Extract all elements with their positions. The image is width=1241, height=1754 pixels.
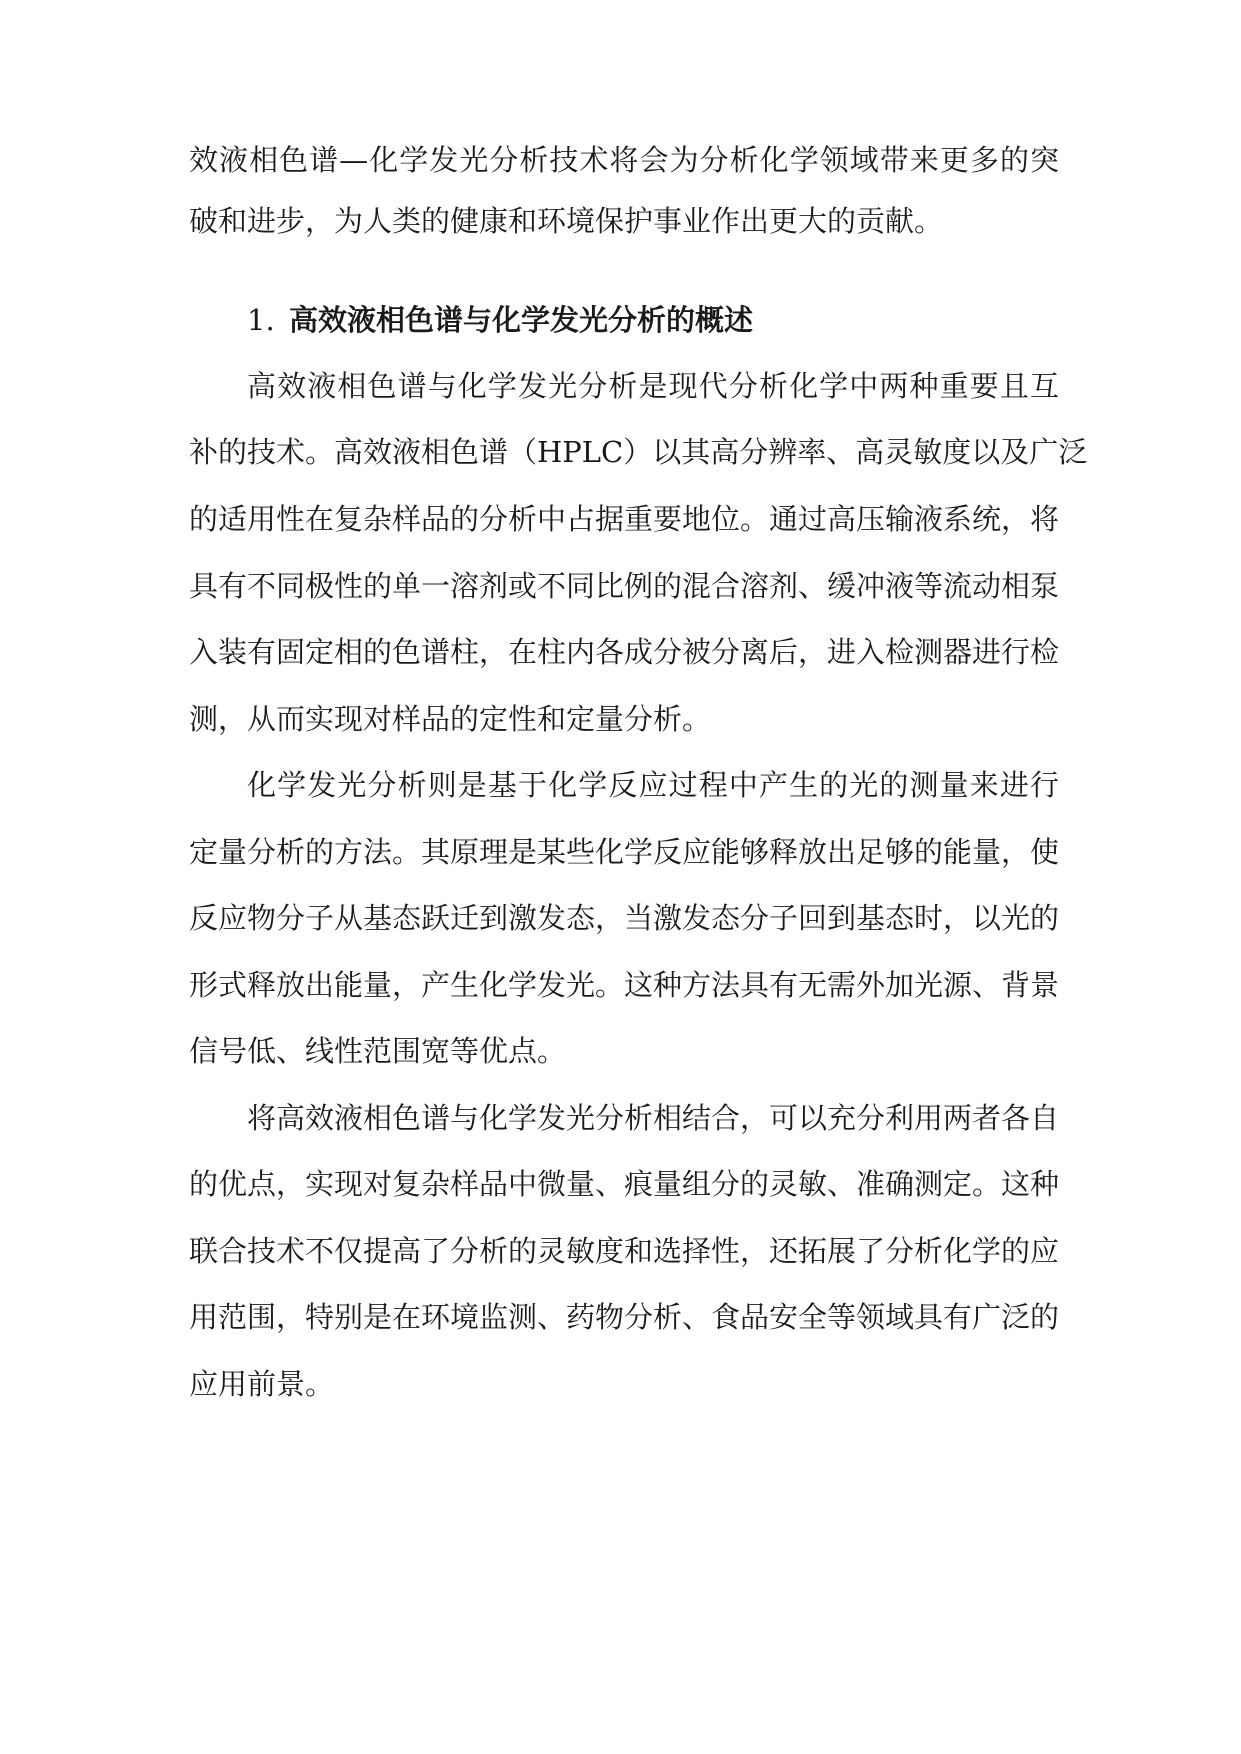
paragraph-line: 反应物分子从基态跃迁到激发态，当激发态分子回到基态时，以光的 [189, 901, 1060, 935]
paragraph-line: 将高效液相色谱与化学发光分析相结合，可以充分利用两者各自 [247, 1101, 1060, 1135]
paragraph-line: 信号低、线性范围宽等优点。 [189, 1034, 567, 1068]
paragraph-line: 测，从而实现对样品的定性和定量分析。 [189, 702, 712, 736]
section-title: 高效液相色谱与化学发光分析的概述 [289, 303, 754, 337]
paragraph-line: 补的技术。高效液相色谱（HPLC）以其高分辨率、高灵敏度以及广泛 [189, 435, 1088, 469]
paragraph-line: 应用前景。 [189, 1367, 335, 1401]
section-number: 1. [247, 303, 275, 337]
paragraph-line: 形式释放出能量，产生化学发光。这种方法具有无需外加光源、背景 [189, 968, 1060, 1002]
paragraph-line: 的适用性在复杂样品的分析中占据重要地位。通过高压输液系统，将 [189, 502, 1060, 536]
paragraph-line: 用范围，特别是在环境监测、药物分析、食品安全等领域具有广泛的 [189, 1300, 1060, 1334]
intro-line: 效液相色谱—化学发光分析技术将会为分析化学领域带来更多的突 [189, 143, 1059, 177]
section-heading [247, 300, 753, 340]
paragraph-line: 化学发光分析则是基于化学反应过程中产生的光的测量来进行 [247, 768, 1059, 802]
paragraph-line: 入装有固定相的色谱柱，在柱内各成分被分离后，进入检测器进行检 [189, 635, 1060, 669]
paragraph-line: 的优点，实现对复杂样品中微量、痕量组分的灵敏、准确测定。这种 [189, 1167, 1060, 1201]
paragraph-line: 具有不同极性的单一溶剂或不同比例的混合溶剂、缓冲液等流动相泵 [189, 569, 1060, 603]
paragraph-line: 联合技术不仅提高了分析的灵敏度和选择性，还拓展了分析化学的应 [189, 1234, 1060, 1268]
paragraph-line: 高效液相色谱与化学发光分析是现代分析化学中两种重要且互 [247, 369, 1059, 403]
intro-line: 破和进步，为人类的健康和环境保护事业作出更大的贡献。 [189, 204, 944, 238]
paragraph-line: 定量分析的方法。其原理是某些化学反应能够释放出足够的能量，使 [189, 835, 1060, 869]
